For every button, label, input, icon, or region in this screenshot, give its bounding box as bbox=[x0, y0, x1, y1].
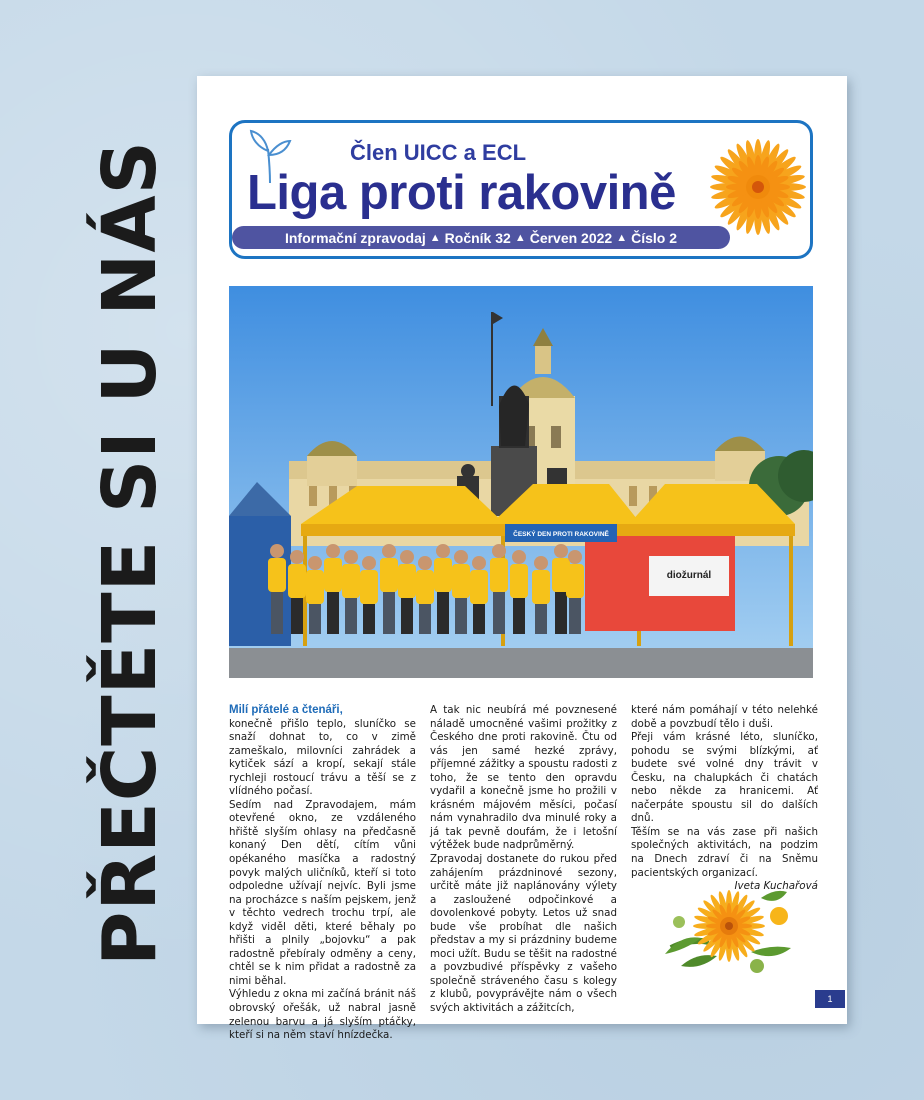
person-figure bbox=[434, 558, 452, 592]
person-head bbox=[492, 544, 506, 558]
person-legs bbox=[473, 604, 485, 634]
person-legs bbox=[535, 604, 547, 634]
person-legs bbox=[271, 592, 283, 634]
person-figure bbox=[416, 570, 434, 604]
article-column-1 bbox=[229, 704, 416, 1042]
info-issue-number: Číslo 2 bbox=[631, 229, 678, 246]
person-head bbox=[512, 550, 526, 564]
newsletter-page bbox=[197, 76, 847, 1042]
person-head bbox=[270, 544, 284, 558]
person-legs bbox=[569, 598, 581, 634]
person-figure bbox=[306, 570, 324, 604]
author-signature: Iveta Kuchařová bbox=[734, 880, 818, 893]
person-legs bbox=[327, 592, 339, 634]
stage-sign-text: diožurnál bbox=[666, 570, 712, 581]
article-paragraph: Těším se na vás zase při našich společných aktivitách, na podzim na Dnech zdraví či na Sněmu pacientských organizací. bbox=[631, 825, 818, 879]
tent-banner-text: ČESKÝ DEN PROTI RAKOVINĚ bbox=[513, 531, 609, 538]
marigold-flower-icon bbox=[661, 878, 797, 978]
person-head bbox=[418, 556, 432, 570]
masthead bbox=[229, 120, 813, 259]
person-legs bbox=[309, 604, 321, 634]
person-legs bbox=[437, 592, 449, 634]
person-figure bbox=[288, 564, 306, 598]
article-paragraph: Zpravodaj dostanete do rukou před zahájením prázdninové sezony, určitě máte již naplánovány výlety a zasloužené odpočinkové a dovolenkové pobyty. Letos už snad bude vše probíhat dle našich představ a my si prázdniny budeme moci užít. Budu se těšit na radostné a povzbudivé příspěvky z vašeho společně stráveného času s kolegy z klubů, povyprávějte nám o všech svých aktivitách a zážitcích, bbox=[430, 853, 617, 1015]
person-figure bbox=[452, 564, 470, 598]
person-figure bbox=[510, 564, 528, 598]
person-head bbox=[534, 556, 548, 570]
info-publication-type: Informační zpravodaj bbox=[284, 229, 426, 246]
issue-info-bar bbox=[232, 226, 730, 249]
person-legs bbox=[291, 598, 303, 634]
person-head bbox=[472, 556, 486, 570]
person-head bbox=[400, 550, 414, 564]
person-figure bbox=[380, 558, 398, 592]
person-legs bbox=[419, 604, 431, 634]
article-column-2 bbox=[430, 704, 617, 1015]
person-head bbox=[436, 544, 450, 558]
person-head bbox=[454, 550, 468, 564]
newsletter-title: Liga proti rakovině bbox=[247, 166, 676, 220]
info-separator: ▲ bbox=[514, 231, 526, 244]
person-figure bbox=[398, 564, 416, 598]
article-greeting: Milí přátelé a čtenáři, bbox=[229, 704, 343, 716]
marigold-flower-icon bbox=[708, 137, 808, 237]
person-legs bbox=[345, 598, 357, 634]
info-date: Červen 2022 bbox=[529, 229, 613, 246]
article-paragraph: Výhledu z okna mi začíná bránit náš obrovský ořešák, už nabral jasně zelenou barvu a já slyším ptáčky, kteří si na něm staví hnízdečka. bbox=[229, 988, 416, 1042]
person-legs bbox=[455, 598, 467, 634]
person-head bbox=[362, 556, 376, 570]
person-figure bbox=[360, 570, 378, 604]
event-photo bbox=[229, 286, 813, 678]
article-paragraph: Sedím nad Zpravodajem, mám otevřené okno, ze vzdáleného hřiště slyším ohlasy na předčasně konaný Den dětí, cítím vůni opékaného masíčka a radostný povyk malých uličníků, kteří si toto odpoledne užívají nejvíc. Byli jsme na procházce s naším pejskem, jenž v těchto vedrech trochu trpí, ale když viděl děti, které běhaly po hřišti a plnily „bojovku“ a pak radostně přebíraly odměny a ceny, chtěl se k nim přidat a radostně za nimi běhal. bbox=[229, 798, 416, 987]
person-legs bbox=[513, 598, 525, 634]
info-separator: ▲ bbox=[616, 231, 628, 244]
side-title bbox=[82, 130, 178, 975]
person-figure bbox=[268, 558, 286, 592]
article-paragraph: A tak nic neubírá mé povznesené náladě umocněné vašimi prožitky z Českého dne proti rakovině. Čtu od vás jen samé hezké zprávy, příjemné zážitky a spoustu radosti z toho, že se tento den opravdu vydařil a konečně jsme ho prožili v krásném májovém měsíci, počasí nám vynahradilo dva minulé roky a já tak pevně doufám, že i letošní výtěžek bude nadprůměrný. bbox=[430, 704, 617, 852]
person-head bbox=[382, 544, 396, 558]
person-legs bbox=[493, 592, 505, 634]
person-figure bbox=[532, 570, 550, 604]
info-separator: ▲ bbox=[429, 231, 441, 244]
info-volume: Ročník 32 bbox=[444, 229, 511, 246]
person-legs bbox=[363, 604, 375, 634]
person-legs bbox=[555, 592, 567, 634]
person-legs bbox=[401, 598, 413, 634]
page-number: 1 bbox=[815, 990, 845, 1008]
person-figure bbox=[324, 558, 342, 592]
article-paragraph: které nám pomáhají v této nelehké době a povzbudí tělo i duši. bbox=[631, 704, 818, 730]
person-head bbox=[308, 556, 322, 570]
person-head bbox=[344, 550, 358, 564]
person-figure bbox=[470, 570, 488, 604]
person-head bbox=[554, 544, 568, 558]
membership-subtitle: Člen UICC a ECL bbox=[350, 140, 527, 165]
article-paragraph: Přeji vám krásné léto, sluníčko, pohodu se svými blízkými, ať budete své volné dny trávit v Česku, na chalupkách či chatách nebo někde za hranicemi. Ať načerpáte spoustu sil do dalších dnů. bbox=[631, 731, 818, 825]
article-paragraph: konečně přišlo teplo, sluníčko se snaží dohnat to, co v zimě zameškalo, milovníci zahrádek a kytiček sází a kropí, sekají stále rychleji rostoucí trávu a těší se z vlídného počasí. bbox=[229, 717, 416, 798]
person-head bbox=[568, 550, 582, 564]
person-legs bbox=[383, 592, 395, 634]
side-title-text: PŘEČTĚTE SI U NÁS bbox=[87, 139, 173, 966]
person-head bbox=[290, 550, 304, 564]
person-figure bbox=[342, 564, 360, 598]
person-head bbox=[326, 544, 340, 558]
person-figure bbox=[566, 564, 584, 598]
person-figure bbox=[490, 558, 508, 592]
